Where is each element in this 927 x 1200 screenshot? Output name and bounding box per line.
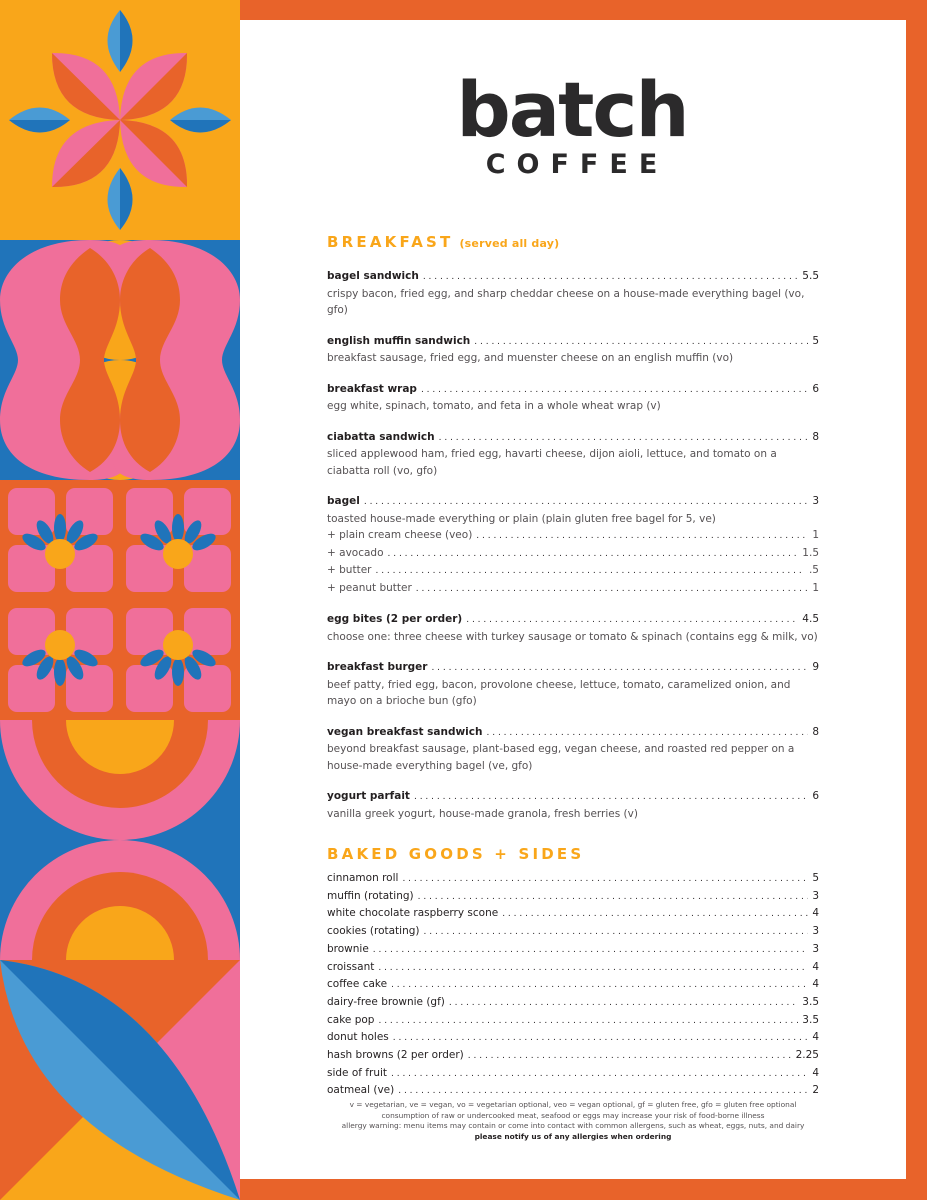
menu-content [327, 232, 819, 1100]
item-description: crispy bacon, fried egg, and sharp cheddar cheese on a house-made everything bagel (vo, gfo) [327, 287, 805, 316]
dot-leader [424, 924, 809, 941]
item-description: toasted house-made everything or plain (plain gluten free bagel for 5, ve) [327, 512, 716, 525]
menu-item [327, 429, 819, 480]
dot-leader [364, 494, 808, 511]
breakfast-section [327, 232, 819, 822]
dot-leader [418, 889, 809, 906]
dot-leader [439, 430, 809, 447]
list-item [327, 923, 819, 941]
item-name: muffin (rotating) [327, 889, 414, 902]
item-name: breakfast burger [327, 661, 428, 673]
dot-leader [431, 660, 808, 677]
allergy-notice: please notify us of any allergies when ordering [474, 1131, 672, 1141]
item-name: cinnamon roll [327, 872, 399, 884]
leaf-diagonal-icon [0, 960, 240, 1200]
item-description: breakfast sausage, fried egg, and muenster cheese on an english muffin (vo) [327, 352, 734, 364]
flower-star-tile [0, 0, 240, 240]
dot-leader [391, 977, 808, 994]
addon-name: + butter [327, 564, 372, 576]
item-name: yogurt parfait [327, 790, 410, 802]
addon-row [327, 545, 819, 563]
item-price: 4 [812, 960, 819, 973]
consumption-warning: consumption of raw or undercooked meat, seafood or eggs may increase your risk of food-borne illness [381, 1110, 765, 1120]
list-item [327, 1065, 819, 1083]
item-price: 3.5 [802, 1013, 819, 1026]
item-description: vanilla greek yogurt, house-made granola, fresh berries (v) [327, 807, 638, 820]
menu-item [327, 788, 819, 822]
item-description: egg white, spinach, tomato, and feta in a whole wheat wrap (v) [327, 400, 661, 412]
item-price: 6 [812, 382, 819, 395]
addon-row [327, 580, 819, 598]
item-price: 4 [812, 1066, 819, 1079]
list-item [327, 1029, 819, 1047]
menu-item [327, 724, 819, 775]
dot-leader [421, 382, 808, 399]
addon-name: + plain cream cheese (veo) [327, 529, 473, 541]
dot-leader [416, 581, 809, 598]
dot-leader [449, 995, 798, 1012]
dot-leader [474, 334, 808, 351]
baked-goods-list [327, 870, 819, 1100]
logo-subtitle: COFFEE [485, 149, 669, 180]
menu-item [327, 611, 819, 645]
addon-name: + peanut butter [327, 581, 412, 594]
item-name: egg bites (2 per order) [327, 613, 463, 625]
menu-item [327, 381, 819, 415]
peanut-shapes-tile [0, 240, 240, 480]
dot-leader [378, 960, 808, 977]
addon-price: 1 [812, 581, 819, 594]
flower-star-icon [0, 0, 240, 240]
dot-leader [393, 1030, 809, 1047]
leaf-diagonal-tile [0, 960, 240, 1200]
item-name: brownie [327, 942, 369, 955]
item-name: white chocolate raspberry scone [327, 907, 499, 920]
list-item [327, 976, 819, 994]
item-price: 5.5 [802, 270, 819, 282]
half-circles-tile [0, 720, 240, 960]
item-name: donut holes [327, 1031, 389, 1044]
item-price: 5 [812, 334, 819, 347]
logo-wordmark: batch [456, 65, 688, 154]
dot-leader [468, 1048, 792, 1065]
dot-leader [398, 1083, 808, 1100]
item-name: vegan breakfast sandwich [327, 725, 483, 738]
list-item [327, 1082, 819, 1100]
item-price: 6 [812, 790, 819, 802]
addon-name: + avocado [327, 546, 384, 559]
allergy-warning: allergy warning: menu items may contain or come into contact with common allergens, such as wheat, eggs, nuts, and dairy [341, 1121, 805, 1131]
menu-footer [240, 1100, 906, 1142]
daisy-grid-tile [0, 480, 240, 720]
peanut-shapes-icon [0, 240, 240, 480]
menu-item [327, 493, 819, 597]
item-price: 2.25 [795, 1049, 819, 1062]
item-name: oatmeal (ve) [327, 1084, 395, 1097]
item-name: bagel [327, 495, 360, 507]
addon-price: 1.5 [802, 546, 819, 559]
item-price: 8 [812, 430, 819, 443]
decorative-pattern-panel [0, 0, 240, 1200]
item-description: sliced applewood ham, fried egg, havarti cheese, dijon aioli, lettuce, and tomato on a ciabatta roll (vo, gfo) [327, 448, 777, 477]
item-name: hash browns (2 per order) [327, 1049, 464, 1062]
item-price: 3.5 [802, 995, 819, 1008]
item-price: 3 [812, 942, 819, 955]
dot-leader [402, 871, 808, 888]
dot-leader [373, 942, 809, 959]
menu-card [240, 20, 906, 1179]
item-name: dairy-free brownie (gf) [327, 995, 445, 1008]
item-name: cookies (rotating) [327, 925, 420, 938]
item-name: side of fruit [327, 1066, 388, 1079]
item-name: english muffin sandwich [327, 334, 471, 347]
addon-price: 1 [812, 529, 819, 541]
menu-item [327, 333, 819, 367]
list-item [327, 1012, 819, 1030]
item-price: 4 [812, 907, 819, 920]
item-price: 4 [812, 978, 819, 991]
list-item [327, 959, 819, 977]
item-price: 3 [812, 495, 819, 507]
breakfast-subtitle: (served all day) [459, 237, 560, 250]
dot-leader [378, 1013, 798, 1030]
item-price: 5 [812, 872, 819, 884]
menu-item [327, 268, 819, 319]
list-item [327, 941, 819, 959]
item-price: 4 [812, 1031, 819, 1044]
batch-coffee-logo [452, 65, 692, 180]
baked-goods-section [327, 844, 819, 1100]
half-circles-icon [0, 720, 240, 960]
item-description: choose one: three cheese with turkey sausage or tomato & spinach (contains egg & milk, vo) [327, 630, 818, 643]
addon-row [327, 527, 819, 545]
dot-leader [423, 269, 798, 286]
dot-leader [502, 906, 808, 923]
dot-leader [391, 1066, 808, 1083]
item-price: 8 [812, 725, 819, 738]
item-price: 2 [812, 1084, 819, 1097]
addon-row [327, 562, 819, 580]
item-name: breakfast wrap [327, 382, 417, 395]
item-description: beyond breakfast sausage, plant-based egg, vegan cheese, and roasted red pepper on a house-made everything bagel (ve, gfo) [327, 743, 795, 772]
dot-leader [487, 725, 809, 742]
dot-leader [388, 546, 799, 563]
dot-leader [375, 563, 805, 580]
item-price: 4.5 [802, 613, 819, 625]
breakfast-title: BREAKFAST [327, 233, 454, 251]
list-item [327, 905, 819, 923]
item-description: beef patty, fried egg, bacon, provolone cheese, lettuce, tomato, caramelized onion, and mayo on a brioche bun (gfo) [327, 678, 791, 707]
list-item [327, 888, 819, 906]
item-price: 9 [812, 661, 819, 673]
dot-leader [414, 789, 808, 806]
list-item [327, 994, 819, 1012]
section-title: BAKED GOODS + SIDES [327, 845, 585, 863]
dot-leader [476, 528, 808, 545]
item-name: coffee cake [327, 978, 388, 991]
item-name: croissant [327, 960, 375, 973]
dietary-legend: v = vegetarian, ve = vegan, vo = vegetarian optional, veo = vegan optional, gf = gluten free, gfo = gluten free optional [349, 1100, 797, 1109]
item-price: 3 [812, 925, 819, 938]
section-title [327, 232, 819, 254]
list-item [327, 1047, 819, 1065]
item-name: bagel sandwich [327, 270, 419, 282]
addon-price: .5 [808, 564, 819, 576]
menu-item [327, 659, 819, 710]
item-name: cake pop [327, 1013, 375, 1026]
list-item [327, 870, 819, 888]
item-name: ciabatta sandwich [327, 430, 435, 443]
item-price: 3 [812, 889, 819, 902]
daisy-grid-icon [0, 480, 240, 720]
dot-leader [466, 612, 798, 629]
